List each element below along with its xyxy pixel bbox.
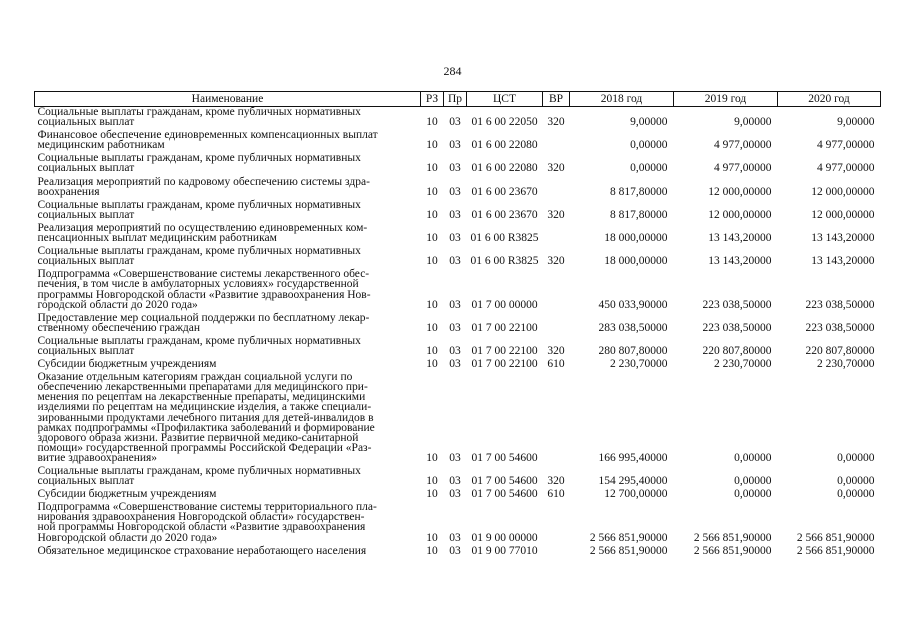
- cell-name: [35, 269, 421, 309]
- name-line: здорового образа жизни. Развитие первичной медико-санитарной: [37, 431, 359, 444]
- cell-cst: 01 7 00 22100: [471, 358, 538, 371]
- cell-2019: 0,00000: [734, 488, 772, 501]
- cell-name: [35, 336, 421, 356]
- name-line: Подпрограмма «Совершенствование системы лекарственного обес-: [37, 268, 370, 281]
- name-line: помощи» государственной программы Российской Федерации «Раз-: [37, 441, 372, 454]
- cell-rz: 10: [426, 475, 438, 488]
- header-name: Наименование: [35, 92, 421, 107]
- name-line: Социальные выплаты гражданам, кроме публичных нормативных: [37, 152, 361, 165]
- table-row: [35, 359, 881, 369]
- cell-name: [35, 489, 421, 499]
- table-row: [35, 200, 881, 220]
- cell-vr: 610: [547, 358, 565, 371]
- name-line: Социальные выплаты гражданам, кроме публичных нормативных: [37, 198, 361, 211]
- name-line: Оказание отдельным категориям граждан социальной услуги по: [37, 371, 353, 384]
- cell-pr: 03: [449, 232, 461, 245]
- cell-pr: 03: [449, 298, 461, 311]
- header-cst: ЦСТ: [467, 92, 543, 107]
- cell-2019: 13 143,20000: [708, 232, 772, 245]
- table-row: [35, 372, 881, 463]
- cell-vr: 320: [547, 255, 565, 268]
- page-number: 284: [443, 64, 462, 78]
- cell-2019: 0,00000: [734, 475, 772, 488]
- cell-vr: [543, 313, 570, 333]
- cell-cst: 01 6 00 R3825: [470, 255, 539, 268]
- cell-rz: 10: [426, 531, 438, 544]
- cell-cst: 01 9 00 00000: [471, 531, 538, 544]
- cell-pr: 03: [449, 255, 461, 268]
- cell-2019: 4 977,00000: [714, 139, 772, 152]
- cell-name: [35, 502, 421, 542]
- cell-vr: 320: [547, 475, 565, 488]
- name-line: изделиями по рецептам на медицинские изделия, а также специали-: [37, 401, 372, 414]
- cell-rz: 10: [426, 185, 438, 198]
- table-row: [35, 466, 881, 486]
- table-row: [35, 313, 881, 333]
- cell-2020: 2 566 851,90000: [796, 531, 875, 544]
- cell-2019: 2 566 851,90000: [693, 531, 772, 544]
- cell-pr: 03: [449, 531, 461, 544]
- cell-name: [35, 246, 421, 266]
- cell-pr: 03: [449, 208, 461, 221]
- cell-name: [35, 223, 421, 243]
- table-row: [35, 177, 881, 197]
- cell-2019: 0,00000: [734, 451, 772, 464]
- cell-rz: 10: [426, 116, 438, 129]
- cell-2018: 166 995,40000: [598, 451, 668, 464]
- cell-2020: 2 566 851,90000: [796, 544, 875, 557]
- name-line: ственному обеспечению граждан: [37, 321, 201, 334]
- cell-2020: 0,00000: [837, 475, 875, 488]
- name-line: программы Новгородской области «Развитие здравоохранения Нов-: [37, 288, 371, 301]
- name-line: Субсидии бюджетным учреждениям: [37, 358, 217, 371]
- cell-cst: 01 9 00 77010: [471, 544, 538, 557]
- cell-2019: 9,00000: [734, 116, 772, 129]
- table-row: [35, 130, 881, 150]
- cell-pr: 03: [449, 451, 461, 464]
- cell-name: [35, 546, 421, 556]
- table-row: [35, 502, 881, 542]
- cell-rz: 10: [426, 344, 438, 357]
- cell-2018: 2 566 851,90000: [589, 544, 668, 557]
- cell-name: [35, 200, 421, 220]
- cell-2018: 154 295,40000: [598, 475, 668, 488]
- cell-cst: 01 7 00 22100: [471, 344, 538, 357]
- cell-pr: 03: [449, 475, 461, 488]
- name-line: менения по рецептам на лекарственные препараты, медицинскими: [37, 391, 366, 404]
- cell-rz: 10: [426, 298, 438, 311]
- cell-2019: 4 977,00000: [714, 162, 772, 175]
- name-line: социальных выплат: [37, 475, 135, 488]
- name-line: Социальные выплаты гражданам, кроме публичных нормативных: [37, 334, 361, 347]
- cell-vr: [543, 502, 570, 542]
- table-row: [35, 489, 881, 499]
- cell-rz: 10: [426, 544, 438, 557]
- cell-name: [35, 359, 421, 369]
- cell-2018: 450 033,90000: [598, 298, 668, 311]
- name-line: Предоставление мер социальной поддержки по бесплатному лекар-: [37, 311, 370, 324]
- name-line: пенсационных выплат медицинским работникам: [37, 232, 277, 245]
- header-2018: 2018 год: [570, 92, 674, 107]
- cell-2020: 4 977,00000: [817, 162, 875, 175]
- cell-2018: 9,00000: [630, 116, 668, 129]
- cell-cst: 01 7 00 54600: [471, 475, 538, 488]
- name-line: воохранения: [37, 185, 100, 198]
- cell-pr: 03: [449, 358, 461, 371]
- cell-2020: 13 143,20000: [811, 255, 875, 268]
- cell-2020: 4 977,00000: [817, 139, 875, 152]
- cell-2018: 12 700,00000: [604, 488, 668, 501]
- cell-rz: 10: [426, 139, 438, 152]
- name-line: социальных выплат: [37, 344, 135, 357]
- cell-cst: 01 6 00 22080: [471, 162, 538, 175]
- cell-name: [35, 466, 421, 486]
- cell-rz: 10: [426, 232, 438, 245]
- name-line: Подпрограмма «Совершенствование системы территориального пла-: [37, 501, 377, 514]
- name-line: социальных выплат: [37, 255, 135, 268]
- cell-name: [35, 177, 421, 197]
- cell-name: [35, 130, 421, 150]
- cell-vr: 610: [547, 488, 565, 501]
- cell-cst: 01 6 00 23670: [471, 208, 538, 221]
- cell-cst: 01 6 00 R3825: [470, 232, 539, 245]
- cell-pr: 03: [449, 321, 461, 334]
- name-line: Реализация мероприятий по кадровому обеспечению системы здра-: [37, 175, 370, 188]
- name-line: социальных выплат: [37, 116, 135, 129]
- cell-cst: 01 6 00 22050: [471, 116, 538, 129]
- cell-rz: 10: [426, 321, 438, 334]
- cell-pr: 03: [449, 116, 461, 129]
- cell-vr: [543, 546, 570, 556]
- cell-cst: 01 6 00 22080: [471, 139, 538, 152]
- table-row: [35, 546, 881, 556]
- header-2020: 2020 год: [778, 92, 881, 107]
- cell-pr: 03: [449, 162, 461, 175]
- name-line: нирования здравоохранения Новгородской области» государствен-: [37, 511, 365, 524]
- cell-cst: 01 7 00 54600: [471, 488, 538, 501]
- name-line: Обязательное медицинское страхование неработающего населения: [37, 544, 367, 557]
- cell-2019: 223 038,50000: [702, 321, 772, 334]
- cell-2018: 18 000,00000: [604, 255, 668, 268]
- cell-2019: 2 566 851,90000: [693, 544, 772, 557]
- cell-2019: 13 143,20000: [708, 255, 772, 268]
- cell-name: [35, 107, 421, 128]
- cell-vr: [543, 177, 570, 197]
- cell-rz: 10: [426, 451, 438, 464]
- cell-2018: 0,00000: [630, 162, 668, 175]
- name-line: городской области до 2020 года»: [37, 298, 198, 311]
- cell-cst: 01 7 00 54600: [471, 451, 538, 464]
- table-row: [35, 107, 881, 128]
- cell-2018: 0,00000: [630, 139, 668, 152]
- cell-2020: 12 000,00000: [811, 185, 875, 198]
- cell-name: [35, 372, 421, 463]
- name-line: Субсидии бюджетным учреждениям: [37, 488, 217, 501]
- cell-2019: 2 230,70000: [714, 358, 772, 371]
- cell-rz: 10: [426, 358, 438, 371]
- cell-2020: 223 038,50000: [805, 321, 875, 334]
- name-line: Финансовое обеспечение единовременных компенсационных выплат: [37, 129, 378, 142]
- name-line: Реализация мероприятий по осуществлению единовременных ком-: [37, 221, 368, 234]
- cell-vr: 320: [547, 208, 565, 221]
- budget-table: [34, 91, 881, 559]
- cell-vr: 320: [547, 116, 565, 129]
- cell-cst: 01 7 00 00000: [471, 298, 538, 311]
- cell-2020: 223 038,50000: [805, 298, 875, 311]
- name-line: медицинским работникам: [37, 139, 165, 152]
- cell-2019: 223 038,50000: [702, 298, 772, 311]
- table-header-row: [35, 92, 881, 107]
- table-row: [35, 246, 881, 266]
- header-vr: ВР: [543, 92, 570, 107]
- name-line: социальных выплат: [37, 162, 135, 175]
- cell-pr: 03: [449, 139, 461, 152]
- header-rz: РЗ: [421, 92, 444, 107]
- name-line: обеспечению лекарственными препаратами для медицинского при-: [37, 381, 368, 394]
- cell-pr: 03: [449, 488, 461, 501]
- name-line: печения, в том числе в амбулаторных условиях» государственной: [37, 278, 359, 291]
- table-row: [35, 336, 881, 356]
- cell-2018: 8 817,80000: [610, 208, 668, 221]
- cell-pr: 03: [449, 344, 461, 357]
- cell-2018: 18 000,00000: [604, 232, 668, 245]
- header-2019: 2019 год: [674, 92, 778, 107]
- cell-2019: 12 000,00000: [708, 208, 772, 221]
- cell-2018: 283 038,50000: [598, 321, 668, 334]
- cell-name: [35, 153, 421, 173]
- cell-2020: 13 143,20000: [811, 232, 875, 245]
- name-line: ной программы Новгородской области «Развитие здравоохранения: [37, 521, 366, 534]
- table-row: [35, 223, 881, 243]
- cell-vr: [543, 372, 570, 463]
- cell-vr: 320: [547, 344, 565, 357]
- name-line: витие здравоохранения»: [37, 451, 158, 464]
- cell-cst: 01 6 00 23670: [471, 185, 538, 198]
- table-body: [35, 107, 881, 559]
- cell-2020: 2 230,70000: [817, 358, 875, 371]
- cell-2020: 9,00000: [837, 116, 875, 129]
- cell-vr: 320: [547, 162, 565, 175]
- cell-2018: 2 566 851,90000: [589, 531, 668, 544]
- table-row: [35, 269, 881, 309]
- table-row: [35, 153, 881, 173]
- cell-rz: 10: [426, 488, 438, 501]
- cell-2019: 12 000,00000: [708, 185, 772, 198]
- cell-2018: 2 230,70000: [610, 358, 668, 371]
- name-line: Новгородской области до 2020 года»: [37, 531, 218, 544]
- cell-pr: 03: [449, 544, 461, 557]
- cell-vr: [543, 130, 570, 150]
- name-line: Социальные выплаты гражданам, кроме публичных нормативных: [37, 245, 361, 258]
- name-line: Социальные выплаты гражданам, кроме публичных нормативных: [37, 465, 361, 477]
- cell-2020: 0,00000: [837, 451, 875, 464]
- cell-2020: 220 807,80000: [805, 344, 875, 357]
- name-line: зированными продуктами лечебного питания для детей-инвалидов в: [37, 411, 374, 424]
- name-line: рамках подпрограммы «Профилактика заболеваний и формирование: [37, 421, 375, 434]
- cell-cst: 01 7 00 22100: [471, 321, 538, 334]
- cell-pr: 03: [449, 185, 461, 198]
- cell-2020: 0,00000: [837, 488, 875, 501]
- cell-2018: 280 807,80000: [598, 344, 668, 357]
- cell-2020: 12 000,00000: [811, 208, 875, 221]
- cell-2019: 220 807,80000: [702, 344, 772, 357]
- cell-rz: 10: [426, 162, 438, 175]
- cell-rz: 10: [426, 255, 438, 268]
- cell-name: [35, 313, 421, 333]
- cell-vr: [543, 269, 570, 309]
- cell-2018: 8 817,80000: [610, 185, 668, 198]
- cell-vr: [543, 223, 570, 243]
- cell-rz: 10: [426, 208, 438, 221]
- header-pr: Пр: [444, 92, 467, 107]
- name-line: Социальные выплаты гражданам, кроме публичных нормативных: [37, 106, 361, 118]
- name-line: социальных выплат: [37, 208, 135, 221]
